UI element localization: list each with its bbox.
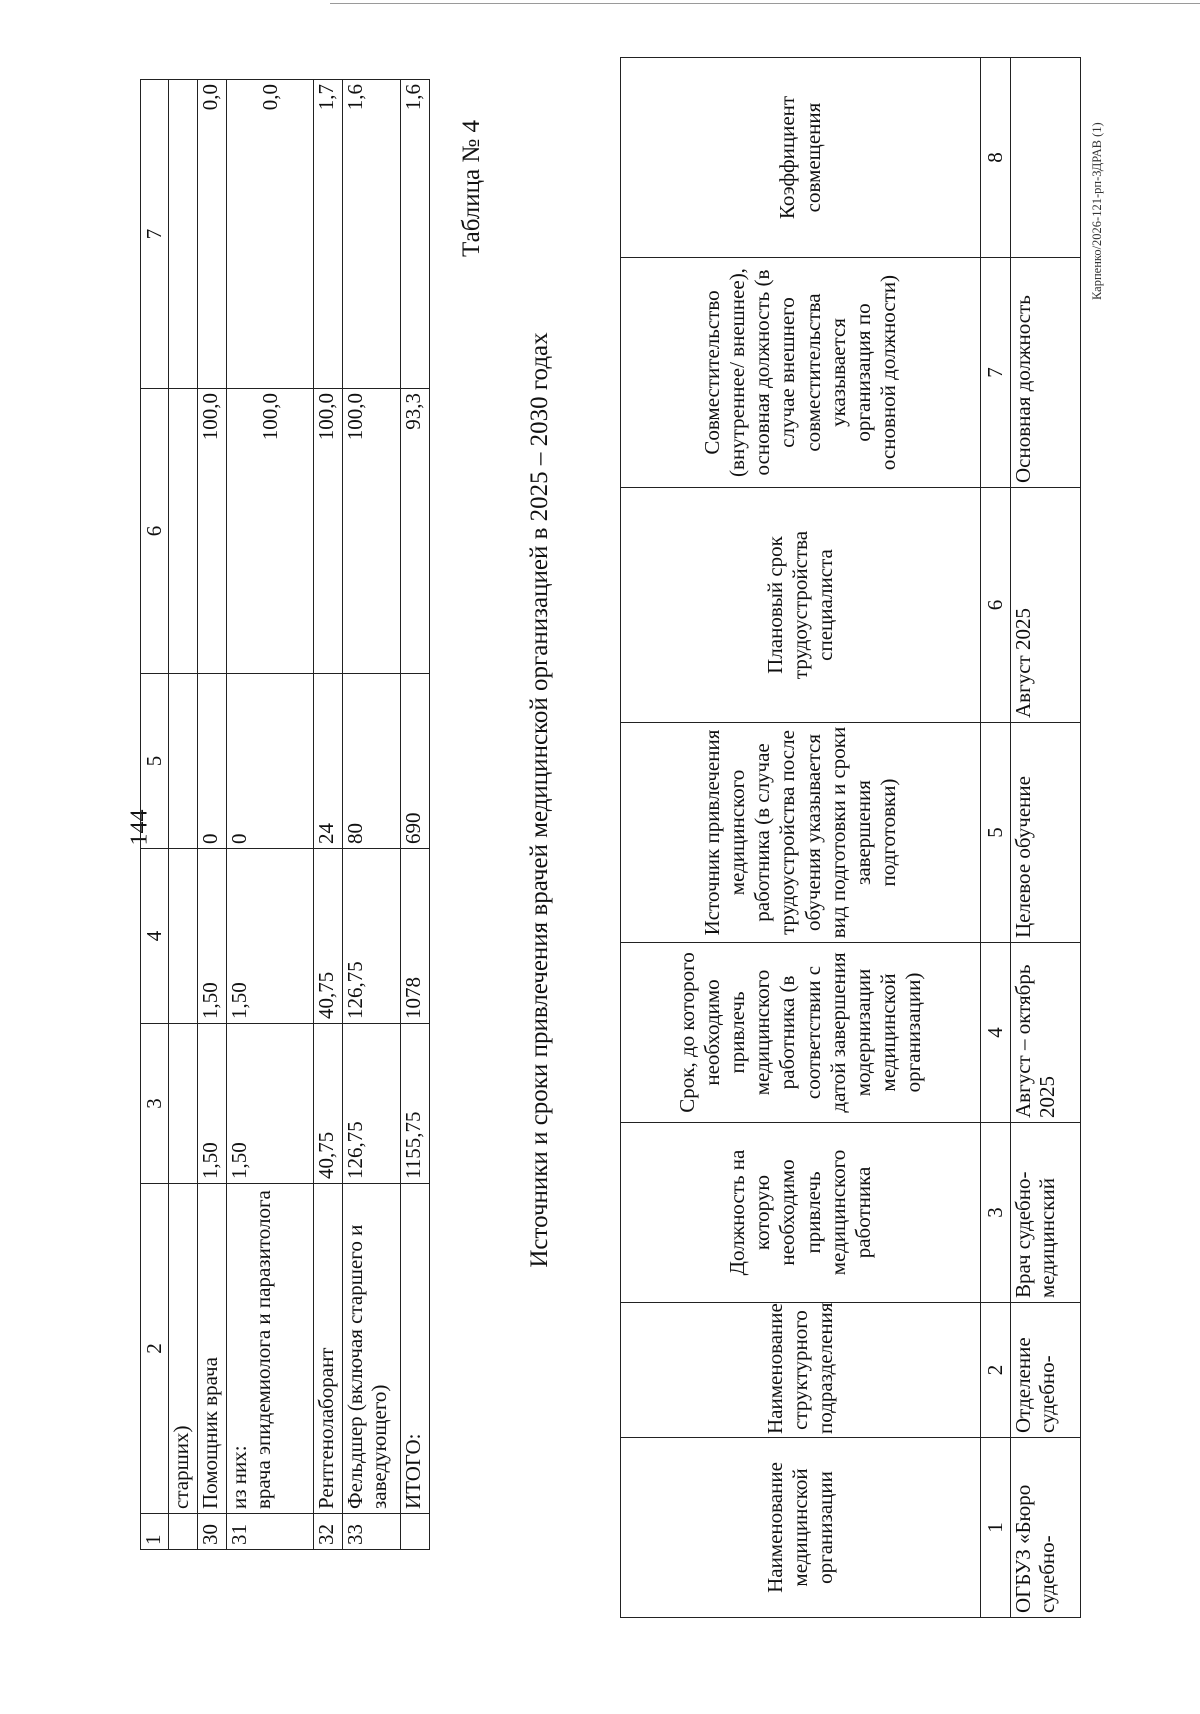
footer-reference: Карпенко/2026-121-рп-ЗДРАВ (1)	[1090, 122, 1104, 300]
table-cell: 1155,75	[401, 1024, 430, 1184]
table-cell: 1,50	[227, 849, 314, 1024]
table-cell: Август – октябрь 2025	[1011, 943, 1081, 1123]
table-cell: 126,75	[343, 1024, 401, 1184]
table4-number-cell: 6	[981, 488, 1011, 723]
table-cell: 32	[314, 1514, 343, 1550]
table-cell: старших)	[169, 1184, 198, 1514]
table-cell: 0	[198, 674, 227, 849]
table-cell	[1011, 58, 1081, 258]
scan-edge-line	[330, 3, 1200, 4]
table-cell: 100,0	[198, 389, 227, 674]
table4-header-row	[621, 58, 981, 1618]
table4-label: Таблица № 4	[458, 120, 485, 258]
table-row	[198, 80, 227, 1550]
table-cell: 31	[227, 1514, 314, 1550]
table-cell: 40,75	[314, 849, 343, 1024]
table-cell: 1078	[401, 849, 430, 1024]
table3-header-cell: 7	[141, 80, 169, 389]
table-cell: 0	[227, 674, 314, 849]
table-cell: Врач судебно-медицинский	[1011, 1123, 1081, 1303]
table4-number-cell: 4	[981, 943, 1011, 1123]
table4-header-cell: Совместительство (внутреннее/ внешнее), основная должность (в случае внешнего совместительства указывается организация по основной должности)	[621, 258, 981, 488]
table-cell: 100,0	[343, 389, 401, 674]
table-cell: 0,0	[198, 80, 227, 389]
table-cell	[169, 674, 198, 849]
table4-number-cell: 1	[981, 1438, 1011, 1618]
table4-number-cell: 3	[981, 1123, 1011, 1303]
table4-number-cell: 8	[981, 58, 1011, 258]
table4-number-cell: 2	[981, 1303, 1011, 1438]
table-cell: Фельдшер (включая старшего и заведующего)	[343, 1184, 401, 1514]
recruitment-sources-table	[620, 57, 1081, 1618]
table4-header-cell: Плановый срок трудоустройства специалиста	[621, 488, 981, 723]
table3-header-cell: 6	[141, 389, 169, 674]
table-cell: 1,6	[343, 80, 401, 389]
table4-caption: Источники и сроки привлечения врачей медицинской организацией в 2025 – 2030 годах	[526, 332, 553, 1268]
table-cell: 1,50	[227, 1024, 314, 1184]
staffing-table	[140, 79, 430, 1550]
table-cell: 1,50	[198, 849, 227, 1024]
table-cell: Рентгенолаборант	[314, 1184, 343, 1514]
page-number: 144	[126, 809, 153, 846]
table-cell: ОГБУЗ «Бюро судебно-	[1011, 1438, 1081, 1618]
table-row	[227, 80, 314, 1550]
table-cell: 33	[343, 1514, 401, 1550]
table4-header-cell: Наименование медицинской организации	[621, 1438, 981, 1618]
table-cell: 1,7	[314, 80, 343, 389]
table-cell	[169, 389, 198, 674]
table4-number-cell: 7	[981, 258, 1011, 488]
table-cell: 24	[314, 674, 343, 849]
table-row	[1011, 58, 1081, 1618]
table3-header-cell: 1	[141, 1514, 169, 1550]
table-cell: 100,0	[227, 389, 314, 674]
table-cell: 30	[198, 1514, 227, 1550]
table4-header-cell: Источник привлечения медицинского работника (в случае трудоустройства после обучения указывается вид подготовки и сроки завершения подготовки)	[621, 723, 981, 943]
table3-header-row	[141, 80, 169, 1550]
table-row	[343, 80, 401, 1550]
table-cell: 40,75	[314, 1024, 343, 1184]
table-cell: Отделение судебно-	[1011, 1303, 1081, 1438]
table-cell	[169, 849, 198, 1024]
table4-number-cell: 5	[981, 723, 1011, 943]
table-row	[314, 80, 343, 1550]
table-row	[401, 80, 430, 1550]
table-cell	[169, 80, 198, 389]
table-cell: 690	[401, 674, 430, 849]
table-cell: Август 2025	[1011, 488, 1081, 723]
table-cell: 0,0	[227, 80, 314, 389]
table-total-label: ИТОГО:	[401, 1184, 430, 1514]
table-cell	[169, 1024, 198, 1184]
table4-header-cell: Наименование структурного подразделения	[621, 1303, 981, 1438]
table-cell: из них: врача эпидемиолога и паразитолога	[227, 1184, 314, 1514]
table-cell: 80	[343, 674, 401, 849]
table-cell: Целевое обучение	[1011, 723, 1081, 943]
table-cell	[401, 1514, 430, 1550]
table4-container	[620, 58, 1080, 1618]
table4-header-cell: Коэффициент совмещения	[621, 58, 981, 258]
table3-header-cell: 4	[141, 849, 169, 1024]
table-cell: 93,3	[401, 389, 430, 674]
table-cell: 1,50	[198, 1024, 227, 1184]
table-cell: 1,6	[401, 80, 430, 389]
table4-number-row	[981, 58, 1011, 1618]
table-cell: 126,75	[343, 849, 401, 1024]
table3-header-cell: 5	[141, 674, 169, 849]
table3-header-cell: 2	[141, 1184, 169, 1514]
table4-header-cell: Должность на которую необходимо привлечь медицинского работника	[621, 1123, 981, 1303]
table-cell: Помощник врача	[198, 1184, 227, 1514]
table3-header-cell: 3	[141, 1024, 169, 1184]
table-cell: Основная должность	[1011, 258, 1081, 488]
table-row	[169, 80, 198, 1550]
table-cell	[169, 1514, 198, 1550]
table-cell: 100,0	[314, 389, 343, 674]
table4-caption-container	[458, 80, 578, 1520]
table4-header-cell: Срок, до которого необходимо привлечь медицинского работника (в соответствии с датой завершения модернизации медицинской организации)	[621, 943, 981, 1123]
table3-container	[140, 80, 430, 1550]
